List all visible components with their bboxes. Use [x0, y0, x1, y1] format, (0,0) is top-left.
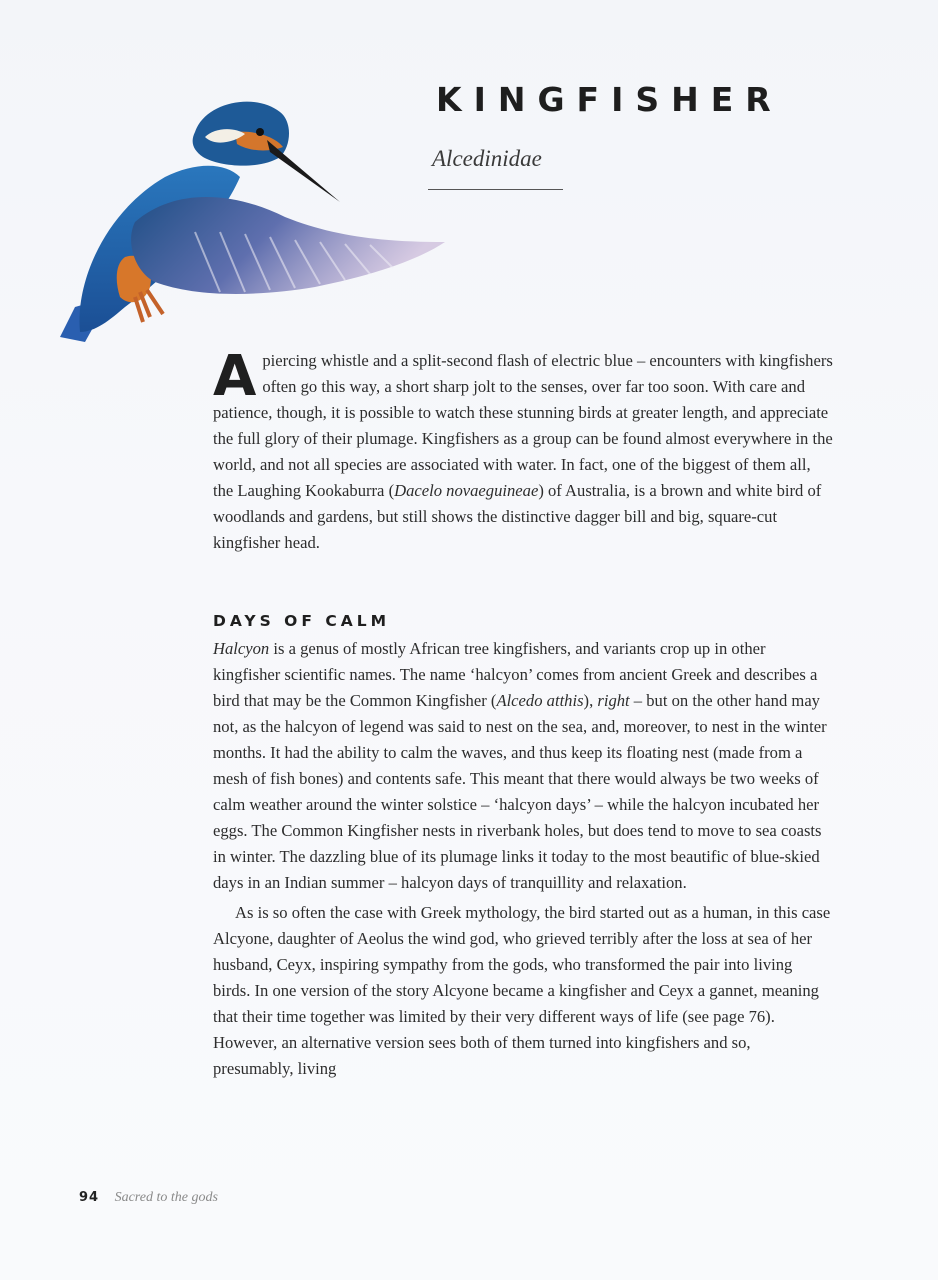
- intro-species-italic: Dacelo novaeguineae: [394, 481, 539, 500]
- running-head: Sacred to the gods: [114, 1190, 218, 1205]
- title-divider: [428, 189, 563, 190]
- species-italic: Alcedo atthis: [496, 691, 584, 710]
- bird-wing: [131, 197, 445, 294]
- p1-text-1: is a genus of mostly African tree kingfishers, and variants crop up in other kingfisher scientific names. The name ‘halcyon’ comes from ancient Greek and describes a bird that may be the Common Kingfisher (: [213, 639, 818, 710]
- page-number: 94: [79, 1190, 100, 1205]
- section-body: [213, 636, 833, 1082]
- bird-feet: [135, 290, 163, 322]
- intro-text-2: ) of Australia, is a brown and white bird of woodlands and gardens, but still shows the distinctive dagger bill and big, square-cut kingfisher head.: [213, 481, 822, 552]
- genus-italic: Halcyon: [213, 639, 270, 658]
- intro-paragraph: [213, 344, 833, 556]
- section-paragraph-2: As is so often the case with Greek mythology, the bird started out as a human, in this case Alcyone, daughter of Aeolus the wind god, who grieved terribly after the loss at sea of her husband, Ceyx, inspiring sympathy from the gods, who transformed the pair into living birds. In one version of the story Alcyone became a kingfisher and Ceyx a gannet, meaning that their time together was limited by their very different ways of life (see page 76). However, an alternative version sees both of them turned into kingfishers and so, presumably, living: [213, 903, 831, 1078]
- p1-text-2: ),: [583, 691, 598, 710]
- section-heading: DAYS OF CALM: [213, 612, 390, 630]
- right-italic: right: [597, 691, 630, 710]
- p1-text-3: – but on the other hand may not, as the halcyon of legend was said to nest on the sea, and, moreover, to nest in the winter months. It had the ability to calm the waves, and thus keep its floating nest (made from a mesh of fish bones) and contents safe. This meant that there would always be two weeks of calm weather around the winter solstice – ‘halcyon days’ – while the halcyon incubated her eggs. The Common Kingfisher nests in riverbank holes, but does tend to move to sea coasts in winter. The dazzling blue of its plumage links it today to the most beautific of blue-skied days in an Indian summer – halcyon days of tranquillity and relaxation.: [213, 691, 827, 892]
- page-title: KINGFISHER: [436, 80, 783, 119]
- intro-text-1: piercing whistle and a split-second flash of electric blue – encounters with kingfishers often go this way, a short sharp jolt to the senses, over far too soon. With care and patience, though, it is possible to watch these stunning birds at greater length, and appreciate the full glory of their plumage. Kingfishers as a group can be found almost everywhere in the world, and not all species are associated with water. In fact, one of the biggest of them all, the Laughing Kookaburra (: [213, 351, 833, 500]
- family-name: Alcedinidae: [432, 146, 542, 171]
- drop-cap: A: [213, 344, 257, 409]
- section-paragraph-1: [213, 636, 833, 896]
- bird-eye: [256, 128, 264, 136]
- kingfisher-photo: [55, 92, 455, 352]
- page-footer: [79, 1190, 218, 1206]
